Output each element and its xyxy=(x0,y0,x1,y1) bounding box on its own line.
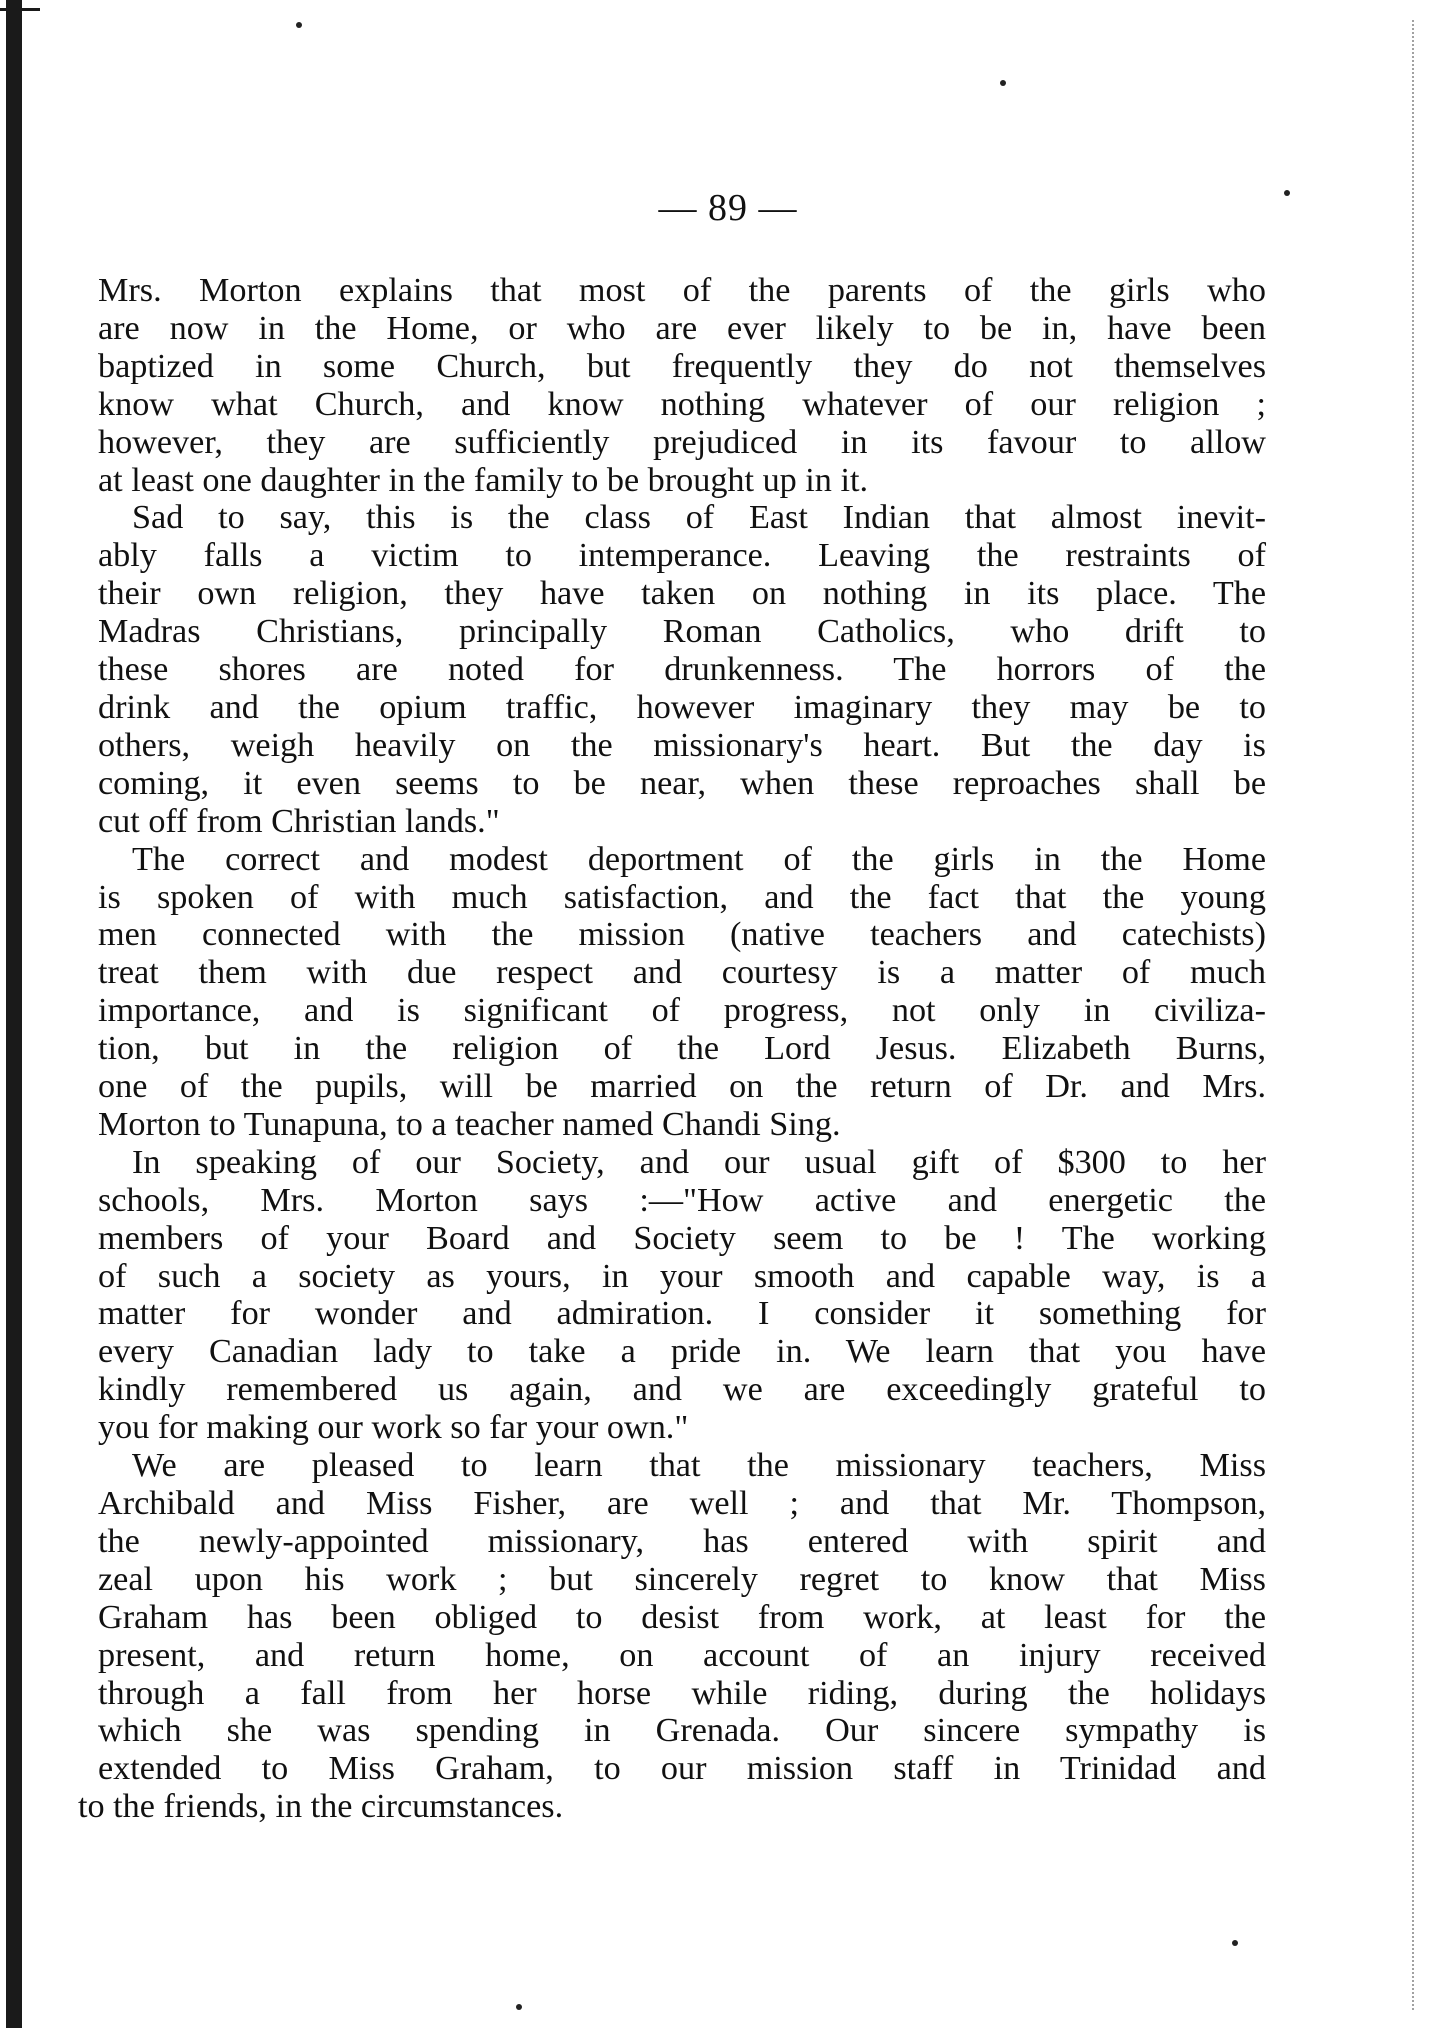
scan-speck xyxy=(1232,1940,1238,1946)
text-line: these shores are noted for drunkenness. The horrors of the xyxy=(98,651,1266,689)
text-line: is spoken of with much satisfaction, and the fact that the young xyxy=(98,878,1266,916)
body-text xyxy=(78,272,1266,1826)
scan-border-left xyxy=(6,0,22,2028)
text-line: know what Church, and know nothing whatever of our religion ; xyxy=(98,385,1266,423)
text-line: Morton to Tunapuna, to a teacher named Chandi Sing. xyxy=(98,1105,841,1143)
text-line: schools, Mrs. Morton says :—"How active and energetic the xyxy=(98,1181,1266,1219)
text-line: zeal upon his work ; but sincerely regret to know that Miss xyxy=(98,1560,1266,1598)
text-line: at least one daughter in the family to be brought up in it. xyxy=(98,461,868,499)
text-line: one of the pupils, will be married on the return of Dr. and Mrs. xyxy=(98,1068,1266,1106)
text-line: present, and return home, on account of an injury received xyxy=(98,1636,1266,1674)
text-line: are now in the Home, or who are ever likely to be in, have been xyxy=(98,309,1266,347)
text-line: kindly remembered us again, and we are exceedingly grateful to xyxy=(98,1371,1266,1409)
scan-border-top xyxy=(0,8,40,11)
text-line: We are pleased to learn that the missionary teachers, Miss xyxy=(132,1447,1266,1485)
text-line: others, weigh heavily on the missionary's heart. But the day is xyxy=(98,726,1266,764)
scan-speck xyxy=(1000,80,1006,86)
text-line: In speaking of our Society, and our usual gift of $300 to her xyxy=(132,1143,1266,1181)
page-number: — 89 — xyxy=(658,187,798,229)
text-line: to the friends, in the circumstances. xyxy=(78,1788,564,1826)
text-line: men connected with the mission (native teachers and catechists) xyxy=(98,916,1266,954)
text-line: Archibald and Miss Fisher, are well ; and that Mr. Thompson, xyxy=(98,1485,1266,1522)
scan-border-right xyxy=(1412,20,1444,2010)
text-line: every Canadian lady to take a pride in. We learn that you have xyxy=(98,1333,1266,1371)
text-line: matter for wonder and admiration. I consider it something for xyxy=(98,1295,1266,1333)
text-line: cut off from Christian lands." xyxy=(98,802,500,840)
text-line: Graham has been obliged to desist from work, at least for the xyxy=(98,1598,1266,1636)
text-line: their own religion, they have taken on nothing in its place. The xyxy=(98,575,1266,613)
text-line: Sad to say, this is the class of East Indian that almost inevit- xyxy=(132,499,1266,537)
text-line: coming, it even seems to be near, when these reproaches shall be xyxy=(98,764,1266,802)
text-line: however, they are sufficiently prejudiced in its favour to allow xyxy=(98,423,1266,461)
text-line: ably falls a victim to intemperance. Leaving the restraints of xyxy=(98,537,1266,575)
text-line: through a fall from her horse while riding, during the holidays xyxy=(98,1674,1266,1712)
text-line: of such a society as yours, in your smooth and capable way, is a xyxy=(98,1257,1266,1295)
text-line: drink and the opium traffic, however imaginary they may be to xyxy=(98,688,1266,726)
text-line: you for making our work so far your own." xyxy=(98,1409,689,1447)
scan-speck xyxy=(516,2004,522,2010)
text-line: Mrs. Morton explains that most of the parents of the girls who xyxy=(98,272,1266,309)
text-line: members of your Board and Society seem to be ! The working xyxy=(98,1219,1266,1257)
text-line: importance, and is significant of progress, not only in civiliza- xyxy=(98,992,1266,1030)
text-line: baptized in some Church, but frequently they do not themselves xyxy=(98,347,1266,385)
text-line: extended to Miss Graham, to our mission staff in Trinidad and xyxy=(98,1750,1266,1788)
text-line: The correct and modest deportment of the girls in the Home xyxy=(132,840,1266,878)
text-line: treat them with due respect and courtesy is a matter of much xyxy=(98,954,1266,992)
text-line: which she was spending in Grenada. Our sincere sympathy is xyxy=(98,1712,1266,1750)
text-line: the newly-appointed missionary, has entered with spirit and xyxy=(98,1522,1266,1560)
scan-speck xyxy=(296,22,302,28)
text-line: tion, but in the religion of the Lord Jesus. Elizabeth Burns, xyxy=(98,1030,1266,1068)
text-line: Madras Christians, principally Roman Catholics, who drift to xyxy=(98,613,1266,651)
